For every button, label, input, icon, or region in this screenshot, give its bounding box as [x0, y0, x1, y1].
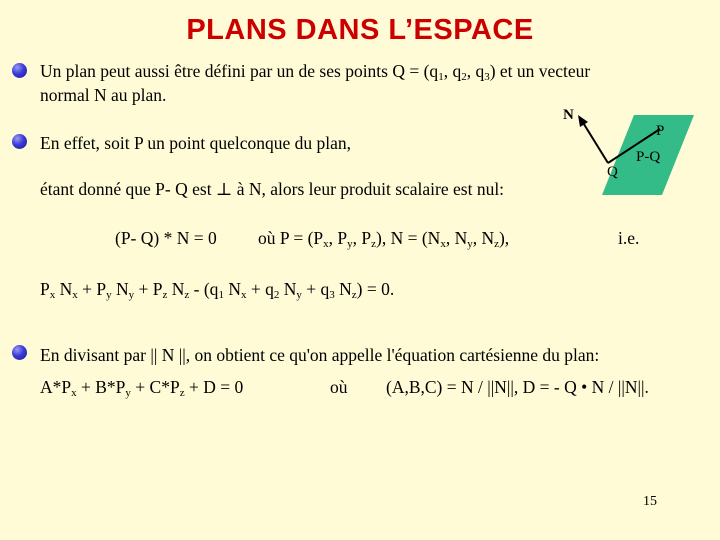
normal-vector-arrow — [582, 121, 608, 163]
equation-dot-product: (P- Q) * N = 0 — [115, 228, 217, 248]
plane-diagram-svg — [560, 105, 700, 200]
normal-vector-arrowhead — [578, 115, 588, 127]
label-q: Q — [607, 164, 618, 180]
paragraph-plan-definition-cont: normal N au plan. — [40, 85, 167, 105]
label-n: N — [563, 107, 574, 123]
paragraph-plan-definition: Un plan peut aussi être défini par un de ses points $Q = (q_1$, $q_2$, $q_3$) et un vecteur — [40, 61, 591, 83]
bullet-icon — [12, 134, 27, 149]
label-ie: i.e. — [618, 228, 640, 248]
label-p: P — [656, 123, 665, 139]
label-ou: où — [330, 377, 348, 397]
plane-normal-diagram — [560, 105, 700, 200]
label-p-minus-q: P-Q — [636, 149, 661, 165]
page-number: 15 — [643, 494, 657, 509]
paragraph-orthogonality: étant donné que P- Q est ⊥ à N, alors leur produit scalaire est nul: — [40, 179, 505, 199]
equation-cartesian: $A*P_x + B*P_y + C*P_z + D = 0$ — [40, 377, 244, 399]
bullet-icon — [12, 63, 27, 78]
equation-expanded: $P_x$ $N_x + P_y$ $N_y + P_z$ $N_z - (q_1$ $N_x + q_2$ $N_y + q_3$ $N_z) = 0$. — [40, 279, 395, 301]
paragraph-point-p: En effet, soit P un point quelconque du plan, — [40, 133, 352, 153]
slide-title: PLANS DANS L’ESPACE — [186, 14, 534, 46]
definition-p-n: où $P = (P_x$, $P_y$, $P_z$), $N = (N_x$, $N_y$, $N_z$), — [258, 228, 510, 250]
paragraph-cartesian: En divisant par || N ||, on obtient ce qu'on appelle l'équation cartésienne du plan: — [40, 345, 600, 365]
definition-abcd: (A,B,C) = N / ||N||, D = - Q • N / ||N||. — [386, 377, 649, 397]
bullet-icon — [12, 345, 27, 360]
